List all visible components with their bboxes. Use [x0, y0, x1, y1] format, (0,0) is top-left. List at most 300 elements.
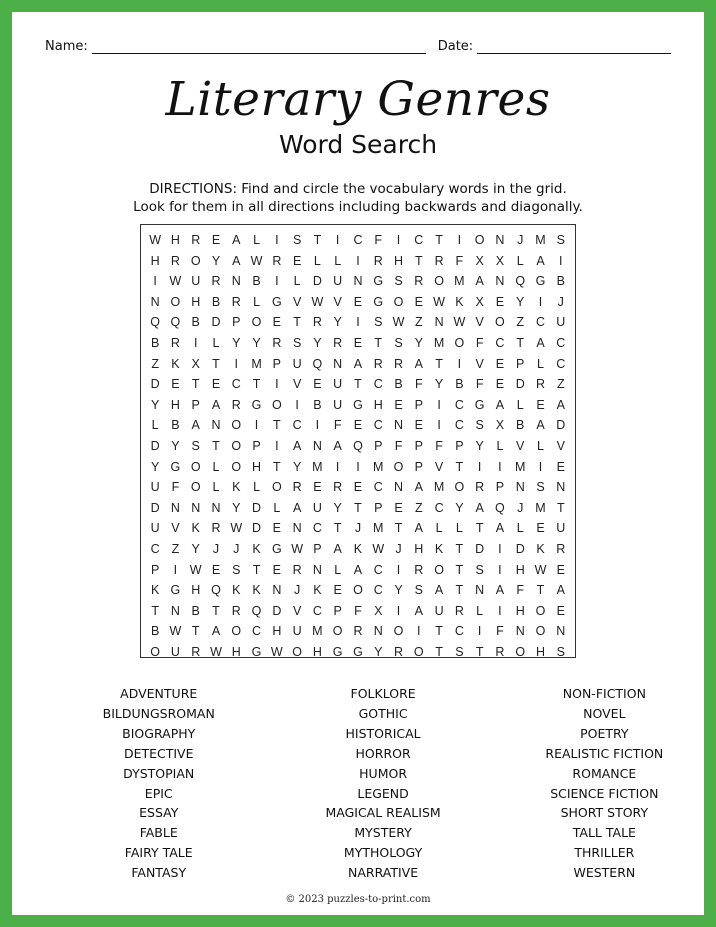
- grid-cell[interactable]: L: [537, 438, 544, 453]
- grid-cell[interactable]: L: [516, 397, 524, 412]
- grid-cell[interactable]: G: [170, 583, 181, 598]
- grid-cell[interactable]: K: [536, 541, 545, 556]
- grid-cell[interactable]: T: [455, 562, 464, 577]
- grid-cell[interactable]: K: [455, 294, 464, 309]
- grid-cell[interactable]: F: [374, 233, 383, 247]
- grid-cell[interactable]: L: [253, 480, 261, 495]
- grid-cell[interactable]: X: [495, 253, 505, 268]
- grid-cell[interactable]: B: [150, 624, 160, 639]
- grid-cell[interactable]: I: [477, 459, 482, 474]
- grid-cell[interactable]: A: [495, 583, 505, 598]
- grid-cell[interactable]: H: [252, 459, 262, 474]
- grid-cell[interactable]: E: [313, 377, 322, 392]
- grid-cell[interactable]: H: [515, 603, 525, 618]
- grid-cell[interactable]: R: [170, 335, 180, 350]
- grid-cell[interactable]: E: [495, 294, 505, 309]
- grid-cell[interactable]: H: [312, 644, 322, 659]
- grid-cell[interactable]: N: [495, 274, 505, 289]
- grid-cell[interactable]: H: [515, 562, 525, 577]
- grid-cell[interactable]: M: [433, 480, 445, 495]
- grid-cell[interactable]: E: [211, 233, 221, 247]
- grid-cell[interactable]: W: [453, 315, 466, 330]
- grid-cell[interactable]: F: [394, 438, 403, 453]
- grid-cell[interactable]: P: [374, 438, 383, 453]
- grid-cell[interactable]: D: [211, 315, 221, 330]
- grid-cell[interactable]: T: [212, 603, 220, 618]
- grid-cell[interactable]: I: [417, 624, 421, 639]
- grid-cell[interactable]: I: [275, 233, 279, 247]
- grid-cell[interactable]: P: [272, 356, 281, 371]
- grid-cell[interactable]: W: [250, 253, 263, 268]
- grid-cell[interactable]: A: [556, 583, 565, 598]
- grid-cell[interactable]: Y: [150, 459, 160, 474]
- grid-cell[interactable]: X: [191, 356, 200, 371]
- grid-cell[interactable]: U: [333, 377, 343, 392]
- grid-cell[interactable]: I: [173, 562, 178, 577]
- grid-cell[interactable]: A: [475, 274, 484, 289]
- grid-cell[interactable]: R: [272, 335, 282, 350]
- grid-cell[interactable]: U: [191, 274, 201, 289]
- grid-cell[interactable]: A: [414, 480, 423, 495]
- grid-cell[interactable]: W: [189, 562, 202, 577]
- grid-cell[interactable]: X: [475, 253, 484, 268]
- grid-cell[interactable]: K: [232, 480, 241, 495]
- grid-cell[interactable]: Q: [495, 500, 505, 515]
- grid-cell[interactable]: Q: [211, 583, 221, 598]
- grid-cell[interactable]: C: [353, 233, 363, 247]
- grid-cell[interactable]: N: [170, 603, 180, 618]
- grid-cell[interactable]: N: [150, 294, 160, 309]
- grid-cell[interactable]: Z: [171, 541, 180, 556]
- grid-cell[interactable]: S: [556, 644, 565, 659]
- grid-cell[interactable]: R: [292, 480, 302, 495]
- grid-cell[interactable]: Y: [516, 294, 525, 309]
- grid-cell[interactable]: I: [437, 397, 441, 412]
- grid-cell[interactable]: F: [171, 480, 180, 495]
- grid-cell[interactable]: H: [414, 541, 424, 556]
- grid-cell[interactable]: S: [475, 562, 484, 577]
- grid-cell[interactable]: S: [292, 233, 302, 247]
- grid-cell[interactable]: I: [153, 274, 157, 289]
- grid-cell[interactable]: Y: [455, 500, 464, 515]
- grid-cell[interactable]: R: [231, 603, 241, 618]
- grid-cell[interactable]: G: [353, 397, 363, 412]
- grid-cell[interactable]: O: [271, 480, 282, 495]
- grid-cell[interactable]: C: [373, 418, 383, 433]
- grid-cell[interactable]: H: [373, 397, 383, 412]
- grid-cell[interactable]: R: [556, 541, 566, 556]
- grid-cell[interactable]: Y: [434, 377, 444, 392]
- grid-cell[interactable]: P: [516, 356, 525, 371]
- grid-cell[interactable]: E: [211, 562, 221, 577]
- grid-cell[interactable]: T: [354, 377, 362, 392]
- grid-cell[interactable]: G: [170, 459, 181, 474]
- grid-cell[interactable]: I: [498, 459, 502, 474]
- grid-cell[interactable]: L: [151, 418, 159, 433]
- grid-cell[interactable]: C: [150, 541, 160, 556]
- grid-cell[interactable]: G: [373, 294, 384, 309]
- grid-cell[interactable]: D: [272, 603, 282, 618]
- grid-cell[interactable]: I: [295, 397, 299, 412]
- grid-cell[interactable]: R: [191, 233, 201, 247]
- grid-cell[interactable]: Z: [414, 500, 423, 515]
- grid-cell[interactable]: R: [414, 274, 424, 289]
- grid-cell[interactable]: I: [538, 459, 543, 474]
- grid-cell[interactable]: T: [435, 233, 443, 247]
- grid-cell[interactable]: R: [353, 624, 363, 639]
- grid-cell[interactable]: R: [272, 253, 282, 268]
- grid-cell[interactable]: B: [191, 603, 200, 618]
- grid-cell[interactable]: N: [292, 521, 302, 536]
- grid-cell[interactable]: P: [252, 438, 261, 453]
- grid-cell[interactable]: L: [253, 294, 261, 309]
- grid-cell[interactable]: V: [333, 294, 342, 309]
- grid-cell[interactable]: M: [312, 624, 323, 639]
- grid-cell[interactable]: T: [394, 521, 403, 536]
- grid-cell[interactable]: R: [535, 377, 545, 392]
- grid-cell[interactable]: E: [313, 480, 322, 495]
- grid-cell[interactable]: O: [454, 335, 465, 350]
- grid-cell[interactable]: E: [556, 459, 565, 474]
- grid-cell[interactable]: Z: [151, 356, 159, 371]
- grid-cell[interactable]: I: [275, 377, 279, 392]
- grid-cell[interactable]: D: [252, 500, 262, 515]
- grid-cell[interactable]: G: [535, 274, 546, 289]
- grid-cell[interactable]: F: [354, 603, 362, 618]
- grid-cell[interactable]: T: [516, 335, 525, 350]
- grid-cell[interactable]: I: [559, 253, 563, 268]
- name-field[interactable]: [92, 39, 426, 54]
- grid-cell[interactable]: N: [556, 624, 566, 639]
- grid-cell[interactable]: M: [433, 335, 445, 350]
- grid-cell[interactable]: I: [396, 562, 401, 577]
- grid-cell[interactable]: O: [190, 253, 201, 268]
- grid-cell[interactable]: B: [150, 335, 160, 350]
- grid-cell[interactable]: S: [536, 480, 545, 495]
- grid-cell[interactable]: Y: [191, 541, 200, 556]
- grid-cell[interactable]: H: [535, 644, 545, 659]
- grid-cell[interactable]: E: [394, 500, 403, 515]
- grid-cell[interactable]: M: [535, 500, 546, 515]
- grid-cell[interactable]: R: [394, 644, 404, 659]
- grid-cell[interactable]: B: [211, 294, 221, 309]
- grid-cell[interactable]: P: [333, 603, 342, 618]
- grid-cell[interactable]: R: [373, 253, 383, 268]
- grid-cell[interactable]: T: [475, 521, 484, 536]
- grid-cell[interactable]: O: [474, 233, 485, 247]
- grid-cell[interactable]: N: [333, 356, 343, 371]
- grid-cell[interactable]: Y: [150, 397, 160, 412]
- grid-cell[interactable]: B: [394, 377, 403, 392]
- grid-cell[interactable]: T: [435, 356, 443, 371]
- grid-cell[interactable]: A: [556, 397, 565, 412]
- grid-cell[interactable]: C: [535, 315, 545, 330]
- grid-cell[interactable]: I: [234, 356, 238, 371]
- grid-cell[interactable]: U: [150, 521, 160, 536]
- grid-cell[interactable]: K: [252, 541, 261, 556]
- grid-cell[interactable]: E: [394, 397, 403, 412]
- grid-cell[interactable]: T: [435, 644, 443, 659]
- grid-cell[interactable]: F: [475, 377, 484, 392]
- date-field[interactable]: [477, 39, 671, 54]
- grid-cell[interactable]: R: [475, 480, 485, 495]
- grid-cell[interactable]: R: [231, 294, 241, 309]
- grid-cell[interactable]: F: [414, 377, 423, 392]
- grid-cell[interactable]: T: [333, 521, 342, 536]
- grid-cell[interactable]: C: [414, 233, 424, 247]
- grid-cell[interactable]: E: [536, 521, 545, 536]
- grid-cell[interactable]: C: [434, 500, 444, 515]
- grid-cell[interactable]: E: [556, 603, 565, 618]
- grid-cell[interactable]: T: [536, 583, 545, 598]
- grid-cell[interactable]: K: [313, 583, 322, 598]
- grid-cell[interactable]: X: [374, 603, 383, 618]
- grid-cell[interactable]: N: [312, 438, 322, 453]
- grid-cell[interactable]: E: [414, 418, 423, 433]
- grid-cell[interactable]: G: [373, 274, 384, 289]
- grid-cell[interactable]: Y: [313, 335, 322, 350]
- grid-cell[interactable]: T: [455, 583, 464, 598]
- grid-cell[interactable]: A: [536, 335, 545, 350]
- grid-cell[interactable]: Y: [232, 500, 241, 515]
- grid-cell[interactable]: A: [353, 356, 363, 371]
- grid-cell[interactable]: L: [496, 438, 504, 453]
- grid-cell[interactable]: L: [253, 233, 261, 247]
- grid-cell[interactable]: U: [150, 480, 160, 495]
- grid-cell[interactable]: R: [414, 562, 424, 577]
- grid-cell[interactable]: O: [434, 274, 444, 289]
- grid-cell[interactable]: U: [312, 500, 322, 515]
- grid-cell[interactable]: K: [434, 541, 444, 556]
- grid-cell[interactable]: Z: [556, 377, 565, 392]
- grid-cell[interactable]: I: [498, 562, 502, 577]
- grid-cell[interactable]: L: [334, 253, 342, 268]
- grid-cell[interactable]: Q: [251, 603, 262, 618]
- grid-cell[interactable]: N: [373, 624, 383, 639]
- grid-cell[interactable]: N: [394, 480, 404, 495]
- grid-cell[interactable]: T: [273, 459, 281, 474]
- grid-cell[interactable]: I: [498, 603, 502, 618]
- grid-cell[interactable]: I: [356, 315, 360, 330]
- grid-cell[interactable]: A: [475, 500, 484, 515]
- grid-cell[interactable]: B: [556, 274, 565, 289]
- grid-cell[interactable]: I: [396, 603, 401, 618]
- grid-cell[interactable]: E: [211, 377, 221, 392]
- grid-cell[interactable]: E: [272, 315, 281, 330]
- grid-cell[interactable]: A: [232, 253, 241, 268]
- grid-cell[interactable]: E: [272, 521, 281, 536]
- grid-cell[interactable]: E: [333, 583, 342, 598]
- grid-cell[interactable]: E: [556, 562, 565, 577]
- grid-cell[interactable]: R: [191, 644, 201, 659]
- grid-cell[interactable]: X: [475, 294, 484, 309]
- grid-cell[interactable]: C: [556, 335, 566, 350]
- grid-cell[interactable]: A: [414, 603, 423, 618]
- grid-cell[interactable]: G: [332, 644, 343, 659]
- grid-cell[interactable]: V: [556, 438, 565, 453]
- grid-cell[interactable]: G: [271, 541, 282, 556]
- grid-cell[interactable]: J: [212, 541, 220, 556]
- grid-cell[interactable]: O: [292, 644, 302, 659]
- grid-cell[interactable]: R: [312, 315, 322, 330]
- grid-cell[interactable]: S: [394, 335, 403, 350]
- grid-cell[interactable]: W: [270, 644, 283, 659]
- grid-cell[interactable]: W: [169, 274, 182, 289]
- grid-cell[interactable]: S: [455, 644, 464, 659]
- grid-cell[interactable]: W: [311, 294, 324, 309]
- grid-cell[interactable]: C: [454, 418, 464, 433]
- grid-cell[interactable]: H: [231, 644, 241, 659]
- grid-cell[interactable]: V: [475, 356, 484, 371]
- grid-cell[interactable]: C: [312, 521, 322, 536]
- grid-cell[interactable]: I: [275, 274, 279, 289]
- grid-cell[interactable]: O: [393, 459, 404, 474]
- grid-cell[interactable]: W: [210, 644, 222, 659]
- grid-cell[interactable]: O: [353, 583, 363, 598]
- grid-cell[interactable]: R: [231, 397, 241, 412]
- grid-cell[interactable]: R: [211, 521, 221, 536]
- grid-cell[interactable]: H: [272, 624, 282, 639]
- grid-cell[interactable]: S: [394, 274, 403, 289]
- grid-cell[interactable]: H: [170, 397, 180, 412]
- grid-cell[interactable]: K: [150, 583, 160, 598]
- grid-cell[interactable]: Y: [211, 253, 221, 268]
- grid-cell[interactable]: P: [191, 397, 200, 412]
- grid-cell[interactable]: C: [373, 480, 383, 495]
- grid-cell[interactable]: C: [454, 397, 464, 412]
- grid-cell[interactable]: N: [231, 274, 241, 289]
- grid-cell[interactable]: D: [252, 521, 262, 536]
- grid-cell[interactable]: M: [251, 356, 262, 371]
- grid-cell[interactable]: V: [292, 377, 302, 392]
- grid-cell[interactable]: K: [353, 541, 363, 556]
- grid-cell[interactable]: D: [556, 418, 566, 433]
- grid-cell[interactable]: J: [293, 583, 301, 598]
- grid-cell[interactable]: H: [191, 583, 201, 598]
- grid-cell[interactable]: B: [516, 418, 525, 433]
- grid-cell[interactable]: L: [212, 459, 220, 474]
- grid-cell[interactable]: Y: [252, 335, 261, 350]
- grid-cell[interactable]: S: [414, 583, 423, 598]
- grid-cell[interactable]: J: [517, 500, 524, 515]
- grid-cell[interactable]: Y: [414, 335, 423, 350]
- grid-cell[interactable]: O: [535, 624, 546, 639]
- grid-cell[interactable]: O: [413, 644, 424, 659]
- grid-cell[interactable]: C: [556, 356, 566, 371]
- grid-cell[interactable]: D: [150, 438, 160, 453]
- grid-cell[interactable]: U: [292, 356, 302, 371]
- grid-cell[interactable]: G: [271, 294, 282, 309]
- grid-cell[interactable]: I: [356, 253, 360, 268]
- grid-cell[interactable]: O: [535, 603, 546, 618]
- grid-cell[interactable]: T: [374, 335, 383, 350]
- grid-cell[interactable]: T: [212, 356, 220, 371]
- grid-cell[interactable]: N: [272, 583, 282, 598]
- grid-cell[interactable]: X: [495, 418, 505, 433]
- grid-cell[interactable]: C: [454, 624, 464, 639]
- grid-cell[interactable]: U: [434, 603, 444, 618]
- grid-cell[interactable]: P: [150, 562, 160, 577]
- grid-cell[interactable]: A: [353, 562, 363, 577]
- grid-cell[interactable]: F: [516, 583, 525, 598]
- grid-cell[interactable]: H: [191, 294, 201, 309]
- grid-cell[interactable]: U: [333, 274, 343, 289]
- grid-cell[interactable]: S: [232, 562, 241, 577]
- grid-cell[interactable]: L: [273, 500, 281, 515]
- grid-cell[interactable]: Y: [333, 500, 342, 515]
- grid-cell[interactable]: C: [292, 418, 302, 433]
- grid-cell[interactable]: J: [517, 233, 524, 247]
- grid-cell[interactable]: E: [495, 377, 505, 392]
- grid-cell[interactable]: P: [232, 315, 241, 330]
- grid-cell[interactable]: D: [312, 274, 322, 289]
- grid-cell[interactable]: F: [435, 438, 443, 453]
- grid-cell[interactable]: J: [557, 294, 564, 309]
- grid-cell[interactable]: A: [333, 541, 342, 556]
- grid-cell[interactable]: A: [191, 418, 200, 433]
- grid-cell[interactable]: T: [455, 541, 464, 556]
- grid-cell[interactable]: T: [273, 418, 281, 433]
- grid-cell[interactable]: B: [191, 315, 200, 330]
- grid-cell[interactable]: O: [190, 480, 201, 495]
- grid-cell[interactable]: A: [434, 583, 444, 598]
- grid-cell[interactable]: L: [455, 521, 463, 536]
- grid-cell[interactable]: O: [515, 644, 526, 659]
- grid-cell[interactable]: R: [333, 480, 343, 495]
- grid-cell[interactable]: C: [312, 603, 322, 618]
- grid-cell[interactable]: Q: [312, 356, 323, 371]
- grid-cell[interactable]: N: [394, 418, 404, 433]
- grid-cell[interactable]: F: [333, 418, 342, 433]
- grid-cell[interactable]: I: [356, 459, 360, 474]
- grid-cell[interactable]: A: [292, 438, 302, 453]
- grid-cell[interactable]: T: [354, 500, 362, 515]
- grid-cell[interactable]: L: [435, 521, 443, 536]
- grid-cell[interactable]: T: [212, 438, 220, 453]
- grid-cell[interactable]: Q: [150, 315, 160, 330]
- grid-cell[interactable]: I: [498, 541, 502, 556]
- grid-cell[interactable]: O: [231, 418, 242, 433]
- grid-cell[interactable]: I: [254, 418, 259, 433]
- grid-cell[interactable]: O: [434, 562, 444, 577]
- grid-cell[interactable]: O: [150, 644, 160, 659]
- grid-cell[interactable]: H: [170, 233, 180, 247]
- grid-cell[interactable]: N: [515, 480, 525, 495]
- grid-cell[interactable]: V: [171, 521, 180, 536]
- grid-cell[interactable]: A: [536, 418, 545, 433]
- grid-cell[interactable]: A: [211, 624, 221, 639]
- grid-cell[interactable]: N: [312, 562, 322, 577]
- grid-cell[interactable]: W: [433, 294, 445, 309]
- grid-cell[interactable]: T: [252, 562, 261, 577]
- grid-cell[interactable]: L: [476, 603, 484, 618]
- grid-cell[interactable]: P: [495, 480, 505, 495]
- grid-cell[interactable]: F: [455, 253, 464, 268]
- grid-cell[interactable]: B: [313, 397, 322, 412]
- grid-cell[interactable]: A: [333, 438, 342, 453]
- grid-cell[interactable]: V: [434, 459, 444, 474]
- grid-cell[interactable]: O: [231, 459, 242, 474]
- grid-cell[interactable]: B: [252, 274, 261, 289]
- grid-cell[interactable]: A: [232, 233, 241, 247]
- grid-cell[interactable]: I: [193, 335, 198, 350]
- grid-cell[interactable]: I: [315, 418, 320, 433]
- grid-cell[interactable]: N: [475, 583, 485, 598]
- grid-cell[interactable]: T: [191, 377, 200, 392]
- grid-cell[interactable]: E: [536, 397, 545, 412]
- grid-cell[interactable]: K: [191, 521, 200, 536]
- grid-cell[interactable]: U: [556, 315, 566, 330]
